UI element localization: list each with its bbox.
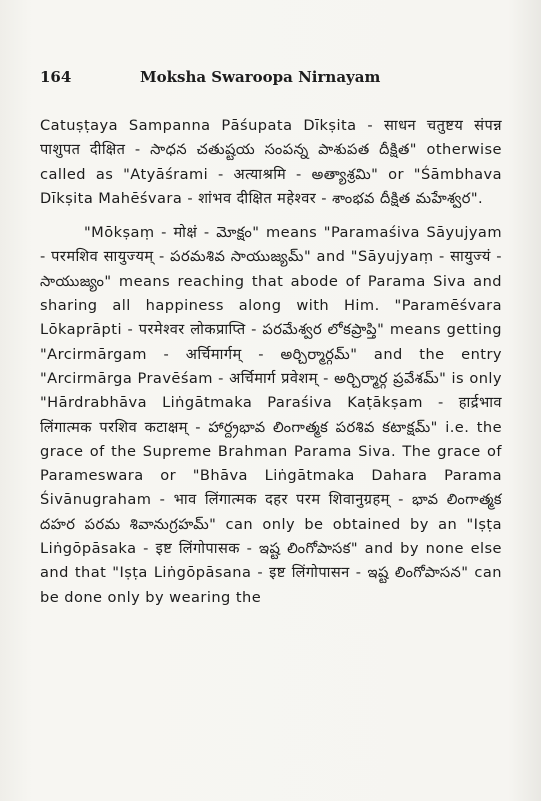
paragraph: "Mōkṣaṃ - मोक्षं - మోక్షం" means "Paramaśiva Sāyujyam - परमशिव सायुज्यम् - పరమశివ సాయుజ్యమ్" and "Sāyujyaṃ - सायुज्यं - సాయుజ్యం" means reaching that abode of Parama Siva and sharing all happiness along with Him. "Paramēśvara Lōkaprāpti - परमेश्वर लोकप्राप्ति - పరమేశ్వర లోకప్రాప్తి" means getting "Arcirmārgam - अर्चिमार्गम् - అర్చిర్మార్గమ్" and the entry "Arcirmārga Pravēśam - अर्चिमार्ग प्रवेशम् - అర్చిర్మార్గ ప్రవేశమ్" is only "Hārdrabhāva Liṅgātmaka Paraśiva Kaṭākṣam - हार्द्रभाव लिंगात्मक परशिव कटाक्षम् - హార్ద్రభావ లింగాత్మక పరశివ కటాక్షమ్" i.e. the grace of the Supreme Brahman Parama Siva. The grace of Parameswara or "Bhāva Liṅgātmaka Dahara Parama Śivānugraham - भाव लिंगात्मक दहर परम शिवानुग्रहम् - భావ లింగాత్మక దహర పరమ శివానుగ్రహమ్" can only be obtained by an "Iṣṭa Liṅgōpāsaka - इष्ट लिंगोपासक - ఇష్ట లింగోపాసక" and by none else and that "Iṣṭa Liṅgōpāsana - इष्ट लिंगोपासन - ఇష్ట లింగోపాసన" can be done only by wearing the [40, 224, 502, 606]
paragraph: Catuṣṭaya Sampanna Pāśupata Dīkṣita - साधन चतुष्टय संपन्न पाशुपत दीक्षित - సాధన చతుష్టయ సంపన్న పాశుపత దీక్షిత" otherwise called as "Atyāśrami - अत्याश्रमि - అత్యాశ్రమి" or "Śāmbhava Dīkṣita Mahēśvara - शांभव दीक्षित महेश्वर - శాంభవ దీక్షిత మహేశ్వర". [40, 117, 502, 207]
page-number: 164 [40, 68, 72, 86]
page-header [40, 68, 502, 90]
body-text [40, 114, 502, 610]
running-title: Moksha Swaroopa Nirnayam [140, 68, 381, 86]
